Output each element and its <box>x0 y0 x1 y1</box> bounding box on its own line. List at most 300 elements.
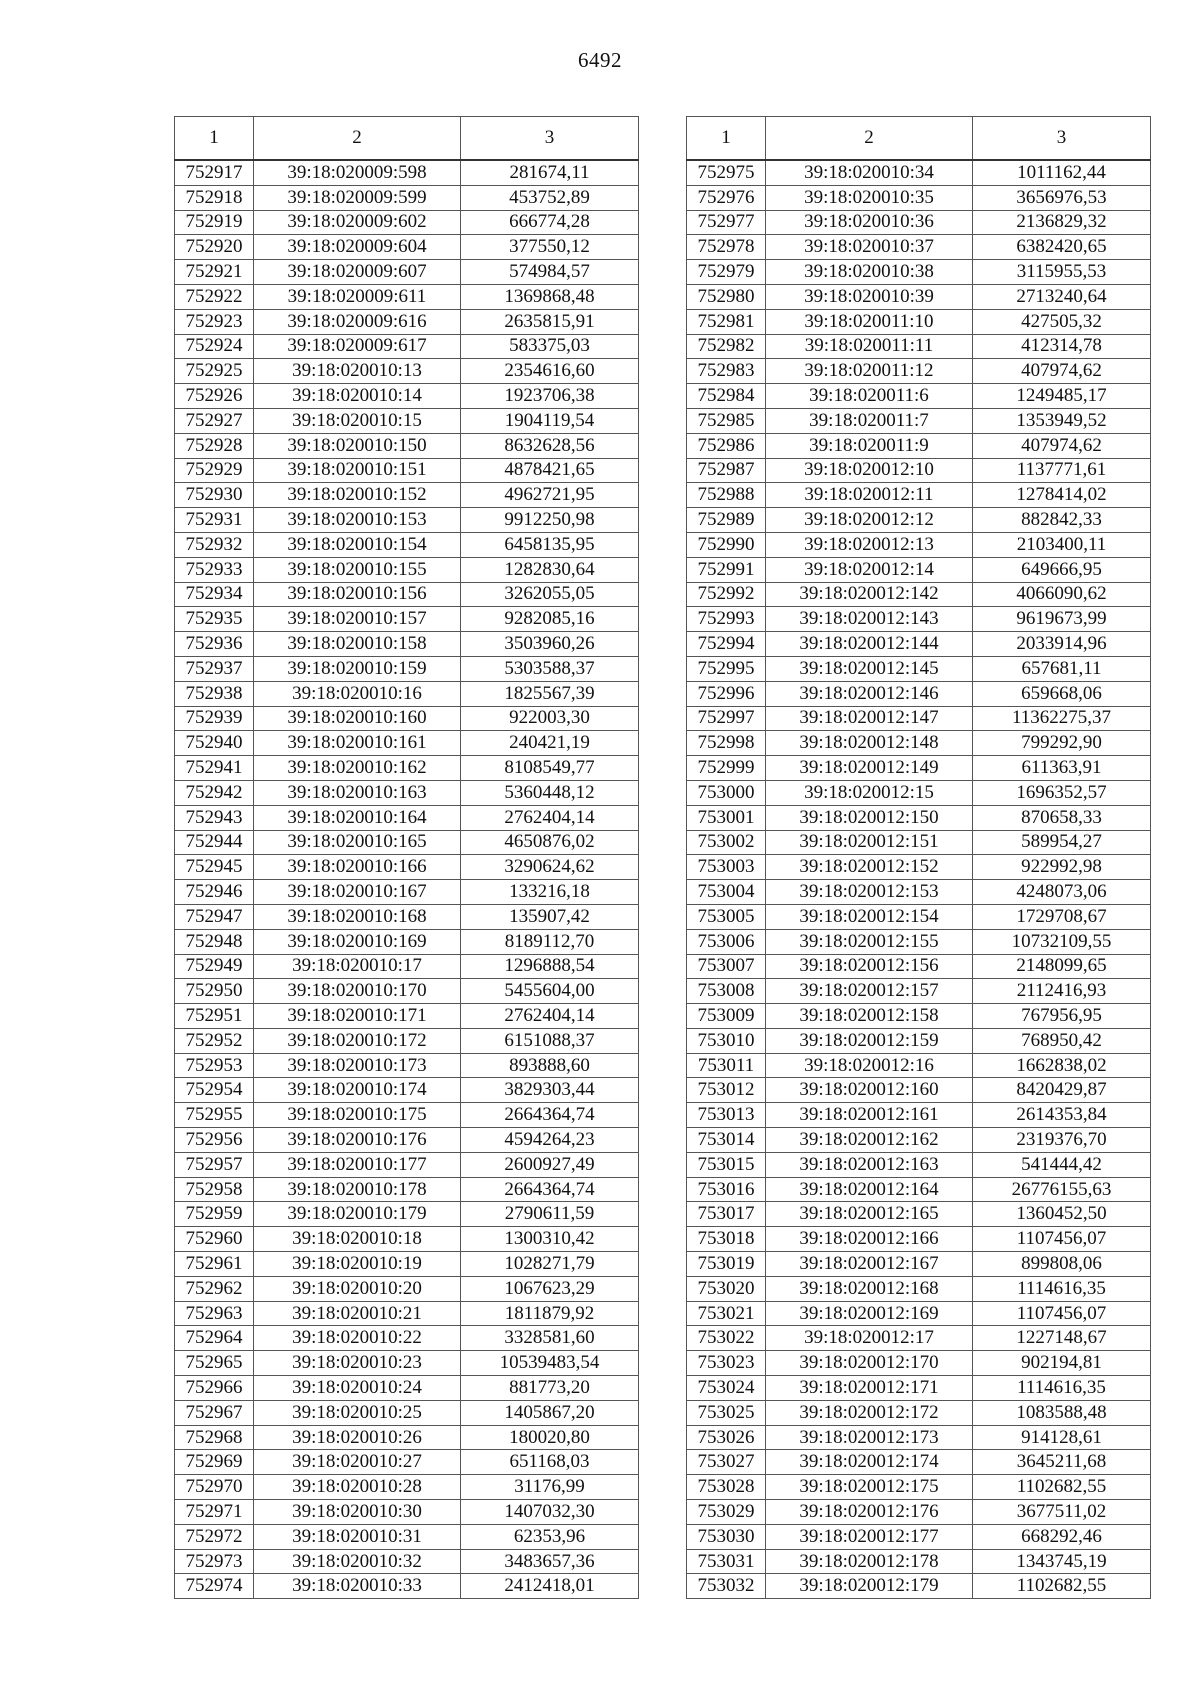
cadastral-number-cell: 39:18:020010:17 <box>254 954 461 979</box>
value-cell: 11362275,37 <box>973 706 1151 731</box>
table-row <box>175 1177 639 1202</box>
table-row <box>175 1227 639 1252</box>
cadastral-number-cell: 39:18:020012:160 <box>766 1078 973 1103</box>
value-cell: 1343745,19 <box>973 1549 1151 1574</box>
cadastral-number-cell: 39:18:020012:179 <box>766 1574 973 1599</box>
table-row <box>687 904 1151 929</box>
table-row <box>175 1103 639 1128</box>
table-row <box>687 1202 1151 1227</box>
row-number-cell: 752966 <box>175 1376 254 1401</box>
cadastral-number-cell: 39:18:020012:17 <box>766 1326 973 1351</box>
value-cell: 666774,28 <box>461 210 639 235</box>
value-cell: 768950,42 <box>973 1028 1151 1053</box>
row-number-cell: 753014 <box>687 1128 766 1153</box>
row-number-cell: 752964 <box>175 1326 254 1351</box>
table-row <box>687 855 1151 880</box>
row-number-cell: 752942 <box>175 780 254 805</box>
table-row <box>687 1400 1151 1425</box>
value-cell: 6382420,65 <box>973 235 1151 260</box>
value-cell: 2762404,14 <box>461 1004 639 1029</box>
value-cell: 899808,06 <box>973 1252 1151 1277</box>
cadastral-number-cell: 39:18:020012:150 <box>766 805 973 830</box>
table-row <box>175 458 639 483</box>
row-number-cell: 753017 <box>687 1202 766 1227</box>
cadastral-number-cell: 39:18:020010:161 <box>254 731 461 756</box>
row-number-cell: 752983 <box>687 359 766 384</box>
value-cell: 5455604,00 <box>461 979 639 1004</box>
value-cell: 882842,33 <box>973 508 1151 533</box>
row-number-cell: 753022 <box>687 1326 766 1351</box>
table-row <box>175 309 639 334</box>
table-row <box>175 359 639 384</box>
value-cell: 659668,06 <box>973 681 1151 706</box>
table-row <box>175 756 639 781</box>
row-number-cell: 752954 <box>175 1078 254 1103</box>
table-row <box>175 1450 639 1475</box>
table-row <box>687 1103 1151 1128</box>
row-number-cell: 752946 <box>175 880 254 905</box>
value-cell: 922003,30 <box>461 706 639 731</box>
row-number-cell: 753003 <box>687 855 766 880</box>
row-number-cell: 752955 <box>175 1103 254 1128</box>
value-cell: 1696352,57 <box>973 780 1151 805</box>
row-number-cell: 752996 <box>687 681 766 706</box>
row-number-cell: 753016 <box>687 1177 766 1202</box>
value-cell: 31176,99 <box>461 1475 639 1500</box>
page-number: 6492 <box>578 48 622 72</box>
cadastral-number-cell: 39:18:020012:14 <box>766 557 973 582</box>
value-cell: 2033914,96 <box>973 632 1151 657</box>
row-number-cell: 753030 <box>687 1524 766 1549</box>
row-number-cell: 752974 <box>175 1574 254 1599</box>
table-row <box>175 706 639 731</box>
cadastral-number-cell: 39:18:020012:174 <box>766 1450 973 1475</box>
cadastral-number-cell: 39:18:020012:147 <box>766 706 973 731</box>
value-cell: 3483657,36 <box>461 1549 639 1574</box>
table-row <box>687 1351 1151 1376</box>
value-cell: 4594264,23 <box>461 1128 639 1153</box>
value-cell: 2103400,11 <box>973 532 1151 557</box>
table-row <box>687 1500 1151 1525</box>
row-number-cell: 753026 <box>687 1425 766 1450</box>
row-number-cell: 752970 <box>175 1475 254 1500</box>
value-cell: 6458135,95 <box>461 532 639 557</box>
row-number-cell: 752938 <box>175 681 254 706</box>
table-body <box>687 160 1151 1599</box>
cadastral-number-cell: 39:18:020010:19 <box>254 1252 461 1277</box>
table-row <box>175 607 639 632</box>
table-row <box>175 582 639 607</box>
table-row <box>175 1351 639 1376</box>
row-number-cell: 753011 <box>687 1053 766 1078</box>
cadastral-number-cell: 39:18:020010:173 <box>254 1053 461 1078</box>
cadastral-number-cell: 39:18:020010:37 <box>766 235 973 260</box>
table-row <box>175 1004 639 1029</box>
row-number-cell: 752959 <box>175 1202 254 1227</box>
value-cell: 240421,19 <box>461 731 639 756</box>
column-header-2: 2 <box>766 117 973 161</box>
table-header <box>687 117 1151 161</box>
cadastral-number-cell: 39:18:020012:12 <box>766 508 973 533</box>
table-row <box>175 1152 639 1177</box>
row-number-cell: 752932 <box>175 532 254 557</box>
value-cell: 3262055,05 <box>461 582 639 607</box>
table-row <box>175 979 639 1004</box>
value-cell: 1360452,50 <box>973 1202 1151 1227</box>
value-cell: 377550,12 <box>461 235 639 260</box>
cadastral-number-cell: 39:18:020009:616 <box>254 309 461 334</box>
value-cell: 1067623,29 <box>461 1276 639 1301</box>
row-number-cell: 752931 <box>175 508 254 533</box>
cadastral-number-cell: 39:18:020010:177 <box>254 1152 461 1177</box>
table-row <box>687 483 1151 508</box>
cadastral-number-cell: 39:18:020010:163 <box>254 780 461 805</box>
table-row <box>175 731 639 756</box>
cadastral-number-cell: 39:18:020012:175 <box>766 1475 973 1500</box>
table-row <box>175 954 639 979</box>
cadastral-number-cell: 39:18:020012:173 <box>766 1425 973 1450</box>
row-number-cell: 752977 <box>687 210 766 235</box>
table-row <box>175 260 639 285</box>
table-row <box>175 1301 639 1326</box>
column-header-3: 3 <box>461 117 639 161</box>
table-row <box>175 1053 639 1078</box>
row-number-cell: 753000 <box>687 780 766 805</box>
value-cell: 10539483,54 <box>461 1351 639 1376</box>
row-number-cell: 752972 <box>175 1524 254 1549</box>
cadastral-number-cell: 39:18:020010:155 <box>254 557 461 582</box>
table-row <box>687 1152 1151 1177</box>
row-number-cell: 752928 <box>175 433 254 458</box>
value-cell: 668292,46 <box>973 1524 1151 1549</box>
cadastral-number-cell: 39:18:020011:10 <box>766 309 973 334</box>
value-cell: 1083588,48 <box>973 1400 1151 1425</box>
value-cell: 1353949,52 <box>973 408 1151 433</box>
value-cell: 1107456,07 <box>973 1227 1151 1252</box>
row-number-cell: 752920 <box>175 235 254 260</box>
cadastral-number-cell: 39:18:020012:167 <box>766 1252 973 1277</box>
cadastral-number-cell: 39:18:020010:39 <box>766 284 973 309</box>
row-number-cell: 752960 <box>175 1227 254 1252</box>
table-row <box>175 1400 639 1425</box>
row-number-cell: 753008 <box>687 979 766 1004</box>
value-cell: 657681,11 <box>973 656 1151 681</box>
value-cell: 3677511,02 <box>973 1500 1151 1525</box>
value-cell: 3829303,44 <box>461 1078 639 1103</box>
row-number-cell: 752986 <box>687 433 766 458</box>
value-cell: 9912250,98 <box>461 508 639 533</box>
value-cell: 1107456,07 <box>973 1301 1151 1326</box>
table-row <box>687 260 1151 285</box>
table-row <box>687 359 1151 384</box>
cadastral-number-cell: 39:18:020010:34 <box>766 160 973 185</box>
row-number-cell: 752997 <box>687 706 766 731</box>
table-row <box>687 1450 1151 1475</box>
cadastral-number-cell: 39:18:020009:611 <box>254 284 461 309</box>
value-cell: 5303588,37 <box>461 656 639 681</box>
table-row <box>687 508 1151 533</box>
row-number-cell: 752945 <box>175 855 254 880</box>
table-row <box>687 656 1151 681</box>
value-cell: 1923706,38 <box>461 384 639 409</box>
table-row <box>687 1078 1151 1103</box>
value-cell: 3290624,62 <box>461 855 639 880</box>
value-cell: 1249485,17 <box>973 384 1151 409</box>
cadastral-number-cell: 39:18:020010:31 <box>254 1524 461 1549</box>
cadastral-number-cell: 39:18:020010:38 <box>766 260 973 285</box>
cadastral-number-cell: 39:18:020010:171 <box>254 1004 461 1029</box>
table-row <box>687 1376 1151 1401</box>
table-row <box>175 1500 639 1525</box>
row-number-cell: 753012 <box>687 1078 766 1103</box>
row-number-cell: 752978 <box>687 235 766 260</box>
row-number-cell: 752934 <box>175 582 254 607</box>
table-row <box>687 954 1151 979</box>
cadastral-number-cell: 39:18:020012:11 <box>766 483 973 508</box>
column-header-3: 3 <box>973 117 1151 161</box>
cadastral-number-cell: 39:18:020010:16 <box>254 681 461 706</box>
table-row <box>175 805 639 830</box>
table-row <box>687 235 1151 260</box>
cadastral-number-cell: 39:18:020011:12 <box>766 359 973 384</box>
value-cell: 1405867,20 <box>461 1400 639 1425</box>
row-number-cell: 753031 <box>687 1549 766 1574</box>
value-cell: 1227148,67 <box>973 1326 1151 1351</box>
cadastral-number-cell: 39:18:020011:9 <box>766 433 973 458</box>
cadastral-number-cell: 39:18:020010:27 <box>254 1450 461 1475</box>
row-number-cell: 752947 <box>175 904 254 929</box>
value-cell: 2148099,65 <box>973 954 1151 979</box>
cadastral-number-cell: 39:18:020012:163 <box>766 1152 973 1177</box>
value-cell: 62353,96 <box>461 1524 639 1549</box>
value-cell: 4962721,95 <box>461 483 639 508</box>
row-number-cell: 753013 <box>687 1103 766 1128</box>
cadastral-number-cell: 39:18:020012:153 <box>766 880 973 905</box>
cadastral-number-cell: 39:18:020012:164 <box>766 1177 973 1202</box>
row-number-cell: 752976 <box>687 185 766 210</box>
table-row <box>175 656 639 681</box>
row-number-cell: 752963 <box>175 1301 254 1326</box>
row-number-cell: 752950 <box>175 979 254 1004</box>
row-number-cell: 752936 <box>175 632 254 657</box>
row-number-cell: 752979 <box>687 260 766 285</box>
cadastral-number-cell: 39:18:020009:604 <box>254 235 461 260</box>
cadastral-number-cell: 39:18:020010:13 <box>254 359 461 384</box>
cadastral-number-cell: 39:18:020010:14 <box>254 384 461 409</box>
row-number-cell: 752957 <box>175 1152 254 1177</box>
table-row <box>687 929 1151 954</box>
row-number-cell: 752939 <box>175 706 254 731</box>
cadastral-number-cell: 39:18:020009:617 <box>254 334 461 359</box>
table-row <box>175 210 639 235</box>
cadastral-number-cell: 39:18:020010:170 <box>254 979 461 1004</box>
value-cell: 281674,11 <box>461 160 639 185</box>
cadastral-number-cell: 39:18:020012:148 <box>766 731 973 756</box>
cadastral-number-cell: 39:18:020010:26 <box>254 1425 461 1450</box>
value-cell: 1114616,35 <box>973 1376 1151 1401</box>
table-row <box>687 384 1151 409</box>
value-cell: 8189112,70 <box>461 929 639 954</box>
table-row <box>175 780 639 805</box>
value-cell: 649666,95 <box>973 557 1151 582</box>
row-number-cell: 752949 <box>175 954 254 979</box>
table-row <box>687 880 1151 905</box>
row-number-cell: 752999 <box>687 756 766 781</box>
row-number-cell: 752956 <box>175 1128 254 1153</box>
table-row <box>687 1475 1151 1500</box>
cadastral-number-cell: 39:18:020009:607 <box>254 260 461 285</box>
row-number-cell: 752951 <box>175 1004 254 1029</box>
row-number-cell: 752984 <box>687 384 766 409</box>
table-row <box>687 458 1151 483</box>
row-number-cell: 753027 <box>687 1450 766 1475</box>
table-row <box>175 681 639 706</box>
cadastral-number-cell: 39:18:020012:15 <box>766 780 973 805</box>
row-number-cell: 752967 <box>175 1400 254 1425</box>
row-number-cell: 752952 <box>175 1028 254 1053</box>
row-number-cell: 752926 <box>175 384 254 409</box>
cadastral-number-cell: 39:18:020012:155 <box>766 929 973 954</box>
value-cell: 3328581,60 <box>461 1326 639 1351</box>
table-row <box>175 557 639 582</box>
table-row <box>175 830 639 855</box>
row-number-cell: 752925 <box>175 359 254 384</box>
cadastral-number-cell: 39:18:020011:6 <box>766 384 973 409</box>
value-cell: 2664364,74 <box>461 1103 639 1128</box>
cadastral-number-cell: 39:18:020010:28 <box>254 1475 461 1500</box>
value-cell: 3115955,53 <box>973 260 1151 285</box>
row-number-cell: 752953 <box>175 1053 254 1078</box>
table-row <box>687 1524 1151 1549</box>
cadastral-number-cell: 39:18:020010:169 <box>254 929 461 954</box>
table-row <box>175 855 639 880</box>
table-row <box>687 780 1151 805</box>
table-row <box>175 1425 639 1450</box>
row-number-cell: 752961 <box>175 1252 254 1277</box>
table-row <box>175 160 639 185</box>
row-number-cell: 753025 <box>687 1400 766 1425</box>
row-number-cell: 752988 <box>687 483 766 508</box>
cadastral-number-cell: 39:18:020010:21 <box>254 1301 461 1326</box>
value-cell: 26776155,63 <box>973 1177 1151 1202</box>
row-number-cell: 752991 <box>687 557 766 582</box>
row-number-cell: 752973 <box>175 1549 254 1574</box>
table-row <box>687 210 1151 235</box>
column-header-2: 2 <box>254 117 461 161</box>
table-row <box>687 1549 1151 1574</box>
value-cell: 2136829,32 <box>973 210 1151 235</box>
cadastral-number-cell: 39:18:020010:164 <box>254 805 461 830</box>
row-number-cell: 753006 <box>687 929 766 954</box>
row-number-cell: 753002 <box>687 830 766 855</box>
row-number-cell: 752919 <box>175 210 254 235</box>
value-cell: 4248073,06 <box>973 880 1151 905</box>
row-number-cell: 752998 <box>687 731 766 756</box>
row-number-cell: 752930 <box>175 483 254 508</box>
row-number-cell: 752962 <box>175 1276 254 1301</box>
value-cell: 1137771,61 <box>973 458 1151 483</box>
row-number-cell: 753007 <box>687 954 766 979</box>
row-number-cell: 752917 <box>175 160 254 185</box>
cadastral-number-cell: 39:18:020012:10 <box>766 458 973 483</box>
row-number-cell: 752987 <box>687 458 766 483</box>
cadastral-number-cell: 39:18:020011:11 <box>766 334 973 359</box>
table-row <box>175 532 639 557</box>
row-number-cell: 752975 <box>687 160 766 185</box>
cadastral-number-cell: 39:18:020012:149 <box>766 756 973 781</box>
table-row <box>687 433 1151 458</box>
table-row <box>687 532 1151 557</box>
table-header <box>175 117 639 161</box>
registry-table-left <box>174 116 639 1599</box>
row-number-cell: 752992 <box>687 582 766 607</box>
value-cell: 2635815,91 <box>461 309 639 334</box>
table-row <box>175 1549 639 1574</box>
value-cell: 407974,62 <box>973 359 1151 384</box>
value-cell: 5360448,12 <box>461 780 639 805</box>
row-number-cell: 752948 <box>175 929 254 954</box>
cadastral-number-cell: 39:18:020012:171 <box>766 1376 973 1401</box>
table-row <box>175 1326 639 1351</box>
cadastral-number-cell: 39:18:020010:175 <box>254 1103 461 1128</box>
value-cell: 6151088,37 <box>461 1028 639 1053</box>
table-row <box>175 904 639 929</box>
row-number-cell: 753019 <box>687 1252 766 1277</box>
table-row <box>687 756 1151 781</box>
value-cell: 9619673,99 <box>973 607 1151 632</box>
table-row <box>175 1252 639 1277</box>
row-number-cell: 752918 <box>175 185 254 210</box>
table-row <box>175 508 639 533</box>
row-number-cell: 752968 <box>175 1425 254 1450</box>
value-cell: 2762404,14 <box>461 805 639 830</box>
row-number-cell: 752965 <box>175 1351 254 1376</box>
table-row <box>687 160 1151 185</box>
table-row <box>687 1004 1151 1029</box>
row-number-cell: 752994 <box>687 632 766 657</box>
cadastral-number-cell: 39:18:020012:144 <box>766 632 973 657</box>
cadastral-number-cell: 39:18:020010:33 <box>254 1574 461 1599</box>
value-cell: 2790611,59 <box>461 1202 639 1227</box>
table-row <box>687 805 1151 830</box>
table-row <box>687 1276 1151 1301</box>
cadastral-number-cell: 39:18:020010:153 <box>254 508 461 533</box>
cadastral-number-cell: 39:18:020010:159 <box>254 656 461 681</box>
cadastral-number-cell: 39:18:020012:177 <box>766 1524 973 1549</box>
value-cell: 922992,98 <box>973 855 1151 880</box>
value-cell: 8632628,56 <box>461 433 639 458</box>
value-cell: 1729708,67 <box>973 904 1151 929</box>
value-cell: 453752,89 <box>461 185 639 210</box>
table-row <box>687 557 1151 582</box>
value-cell: 914128,61 <box>973 1425 1151 1450</box>
table-row <box>175 384 639 409</box>
cadastral-number-cell: 39:18:020010:152 <box>254 483 461 508</box>
table-row <box>687 309 1151 334</box>
table-row <box>687 284 1151 309</box>
value-cell: 3503960,26 <box>461 632 639 657</box>
row-number-cell: 752924 <box>175 334 254 359</box>
value-cell: 135907,42 <box>461 904 639 929</box>
cadastral-number-cell: 39:18:020012:165 <box>766 1202 973 1227</box>
value-cell: 574984,57 <box>461 260 639 285</box>
table-row <box>687 334 1151 359</box>
row-number-cell: 753015 <box>687 1152 766 1177</box>
value-cell: 1028271,79 <box>461 1252 639 1277</box>
cadastral-number-cell: 39:18:020010:172 <box>254 1028 461 1053</box>
value-cell: 767956,95 <box>973 1004 1151 1029</box>
row-number-cell: 752927 <box>175 408 254 433</box>
